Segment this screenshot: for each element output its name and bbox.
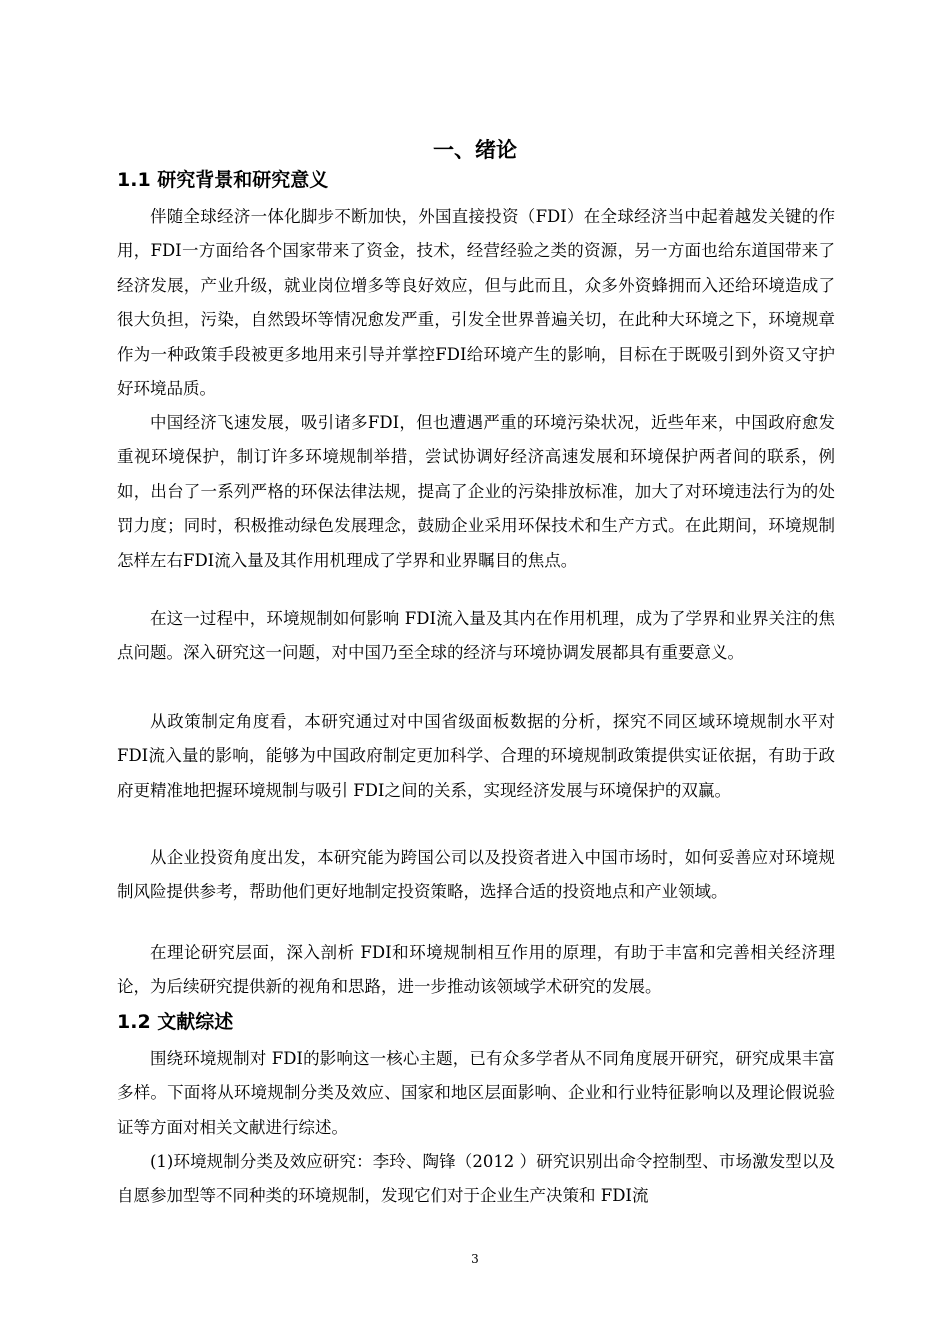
paragraph: 从企业投资角度出发，本研究能为跨国公司以及投资者进入中国市场时，如何妥善应对环境规制风险提供参考，帮助他们更好地制定投资策略，选择合适的投资地点和产业领域。	[117, 848, 835, 902]
section-title-1-1: 1.1 研究背景和研究意义	[117, 169, 329, 191]
paragraph: 围绕环境规制对 FDI的影响这一核心主题，已有众多学者从不同角度展开研究，研究成果丰富多样。下面将从环境规制分类及效应、国家和地区层面影响、企业和行业特征影响以及理论假说验证等方面对相关文献进行综述。	[117, 1049, 835, 1137]
paragraph: 中国经济飞速发展，吸引诸多FDI，但也遭遇严重的环境污染状况，近些年来，中国政府愈发重视环境保护，制订许多环境规制举措，尝试协调好经济高速发展和环境保护两者间的联系，例如，出台了一系列严格的环保法律法规，提高了企业的污染排放标准，加大了对环境违法行为的处罚力度；同时，积极推动绿色发展理念，鼓励企业采用环保技术和生产方式。在此期间，环境规制怎样左右FDI流入量及其作用机理成了学界和业界瞩目的焦点。	[117, 413, 835, 570]
paragraph: (1)环境规制分类及效应研究：李玲、陶锋（2012 ）研究识别出命令控制型、市场激发型以及自愿参加型等不同种类的环境规制，发现它们对于企业生产决策和 FDI流	[117, 1152, 835, 1206]
page-number: 3	[471, 1252, 479, 1266]
paragraph: 在理论研究层面，深入剖析 FDI和环境规制相互作用的原理，有助于丰富和完善相关经济理论，为后续研究提供新的视角和思路，进一步推动该领域学术研究的发展。	[117, 943, 835, 997]
chapter-title: 一、绪论	[433, 138, 517, 162]
paragraph: 在这一过程中，环境规制如何影响 FDI流入量及其内在作用机理，成为了学界和业界关注的焦点问题。深入研究这一问题，对中国乃至全球的经济与环境协调发展都具有重要意义。	[117, 609, 835, 663]
paragraph: 从政策制定角度看，本研究通过对中国省级面板数据的分析，探究不同区域环境规制水平对 FDI流入量的影响，能够为中国政府制定更加科学、合理的环境规制政策提供实证依据，有助于政府更精准地把握环境规制与吸引 FDI之间的关系，实现经济发展与环境保护的双赢。	[117, 712, 835, 800]
paragraph: 伴随全球经济一体化脚步不断加快，外国直接投资（FDI）在全球经济当中起着越发关键的作用，FDI一方面给各个国家带来了资金，技术，经营经验之类的资源，另一方面也给东道国带来了经济发展，产业升级，就业岗位增多等良好效应，但与此而且，众多外资蜂拥而入还给环境造成了很大负担，污染，自然毁坏等情况愈发严重，引发全世界普遍关切，在此种大环境之下，环境规章作为一种政策手段被更多地用来引导并掌控FDI给环境产生的影响，目标在于既吸引到外资又守护好环境品质。	[117, 207, 835, 399]
section-title-1-2: 1.2 文献综述	[117, 1011, 234, 1033]
